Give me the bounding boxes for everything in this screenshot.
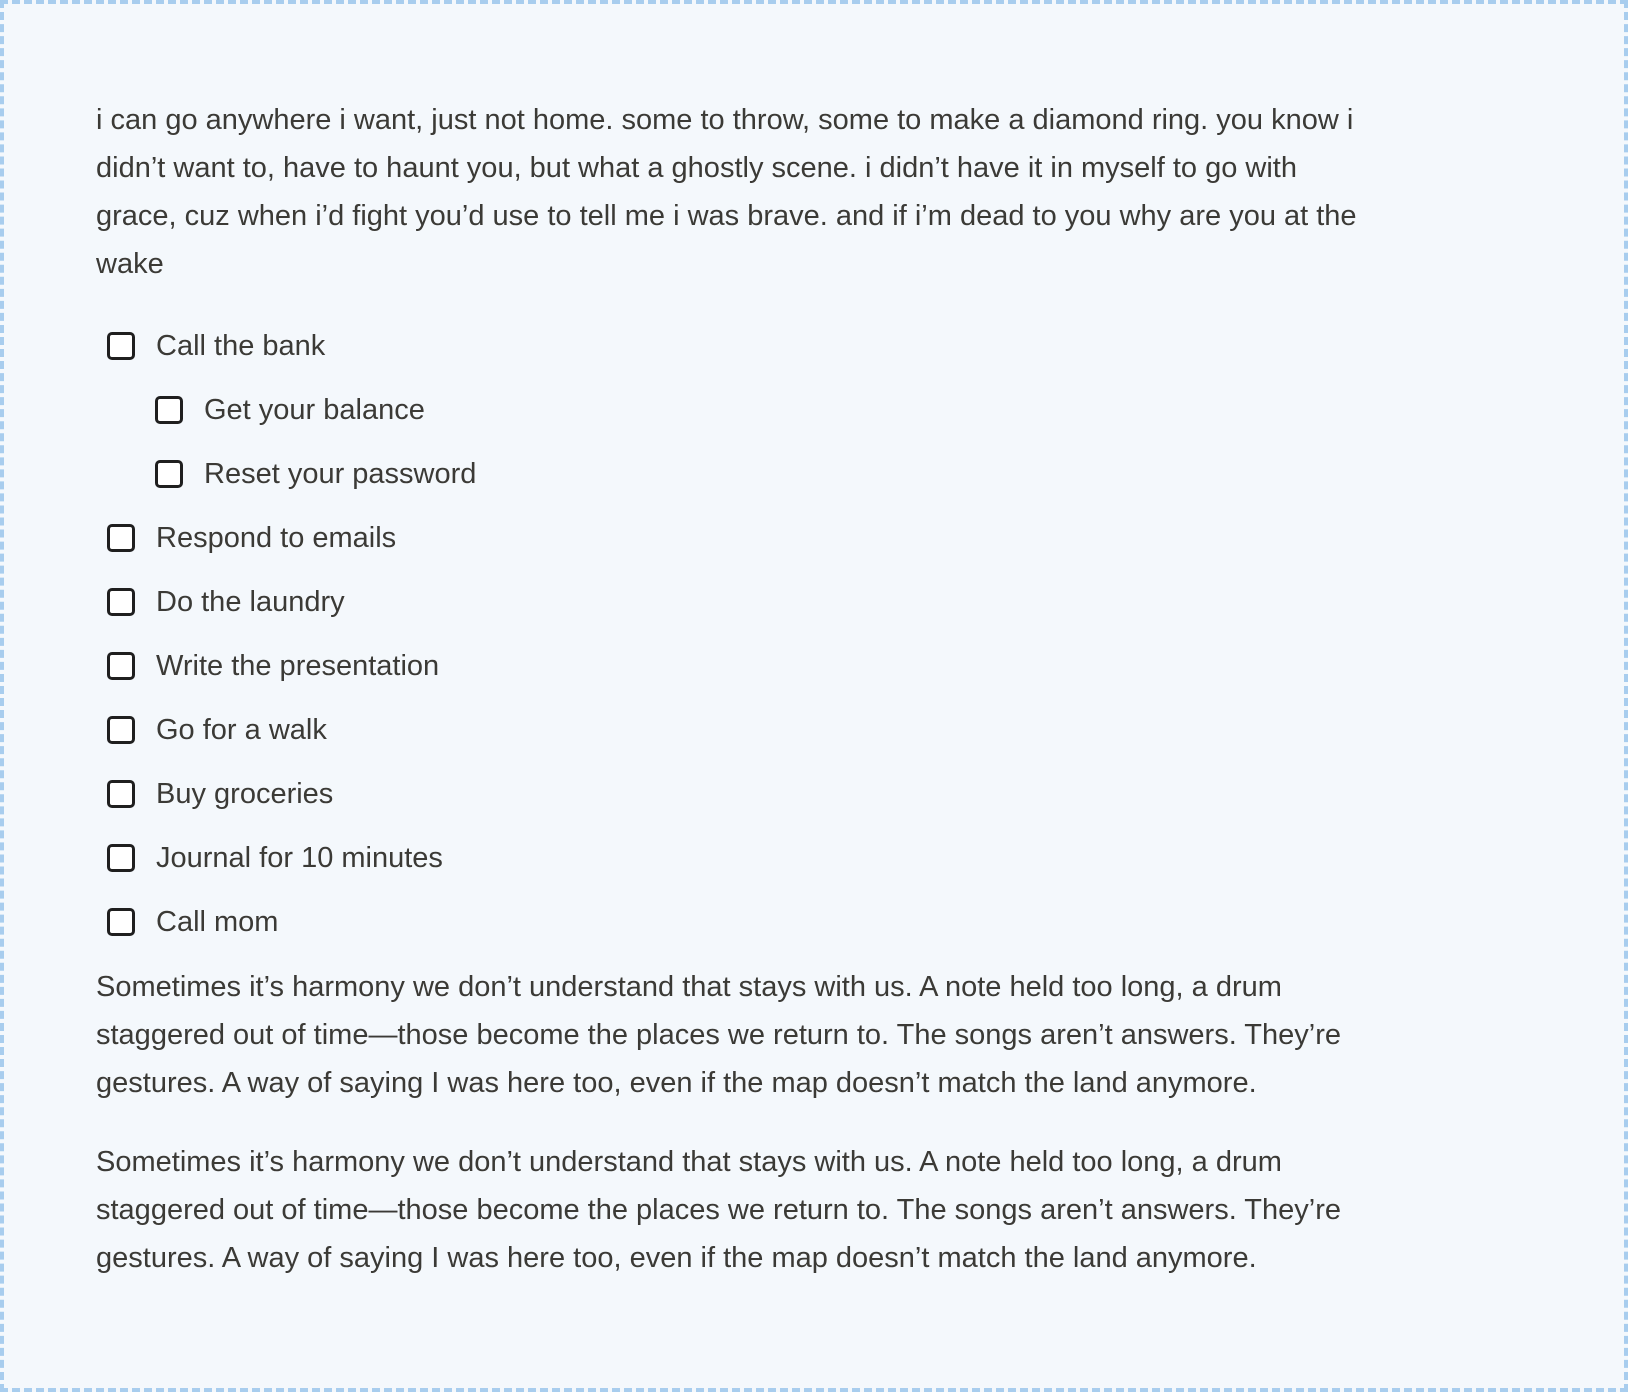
todo-item [96,706,1564,754]
todo-item [96,322,1564,370]
todo-item [96,898,1564,946]
todo-label: Get your balance [204,394,425,426]
todo-item [96,834,1564,882]
todo-item [144,386,1564,434]
todo-label: Journal for 10 minutes [156,842,443,874]
todo-checkbox[interactable] [155,396,183,424]
todo-checkbox[interactable] [107,588,135,616]
checklist [96,322,1564,946]
todo-checkbox[interactable] [107,780,135,808]
paragraph-lyrics: i can go anywhere i want, just not home. some to throw, some to make a diamond ring. you know i didn’t want to, have to haunt you, but what a ghostly scene. i didn’t have it in myself to go with grace, cuz when i’d fight you’d use to tell me i was brave. and if i’m dead to you why are you at the wake [96,104,1357,280]
todo-checkbox[interactable] [107,844,135,872]
paragraph-harmony-repeat: Sometimes it’s harmony we don’t understand that stays with us. A note held too long, a drum staggered out of time—those become the places we return to. The songs aren’t answers. They’re gestures. A way of saying I was here too, even if the map doesn’t match the land anymore. [96,1146,1341,1274]
todo-item [96,642,1564,690]
todo-item [144,450,1564,498]
todo-label: Write the presentation [156,650,440,682]
todo-label: Respond to emails [156,522,397,554]
todo-label: Reset your password [204,458,477,490]
note-editor[interactable] [4,4,1624,1282]
todo-item [96,514,1564,562]
todo-label: Call the bank [156,330,326,362]
todo-checkbox[interactable] [107,908,135,936]
todo-checkbox[interactable] [107,652,135,680]
todo-item [96,578,1564,626]
paragraph-harmony: Sometimes it’s harmony we don’t understand that stays with us. A note held too long, a drum staggered out of time—those become the places we return to. The songs aren’t answers. They’re gestures. A way of saying I was here too, even if the map doesn’t match the land anymore. [96,971,1341,1099]
todo-label: Go for a walk [156,714,327,746]
todo-item [96,770,1564,818]
todo-checkbox[interactable] [107,716,135,744]
todo-label: Do the laundry [156,586,345,618]
todo-checkbox[interactable] [107,332,135,360]
todo-checkbox[interactable] [155,460,183,488]
todo-label: Call mom [156,906,279,938]
todo-checkbox[interactable] [107,524,135,552]
todo-label: Buy groceries [156,778,334,810]
